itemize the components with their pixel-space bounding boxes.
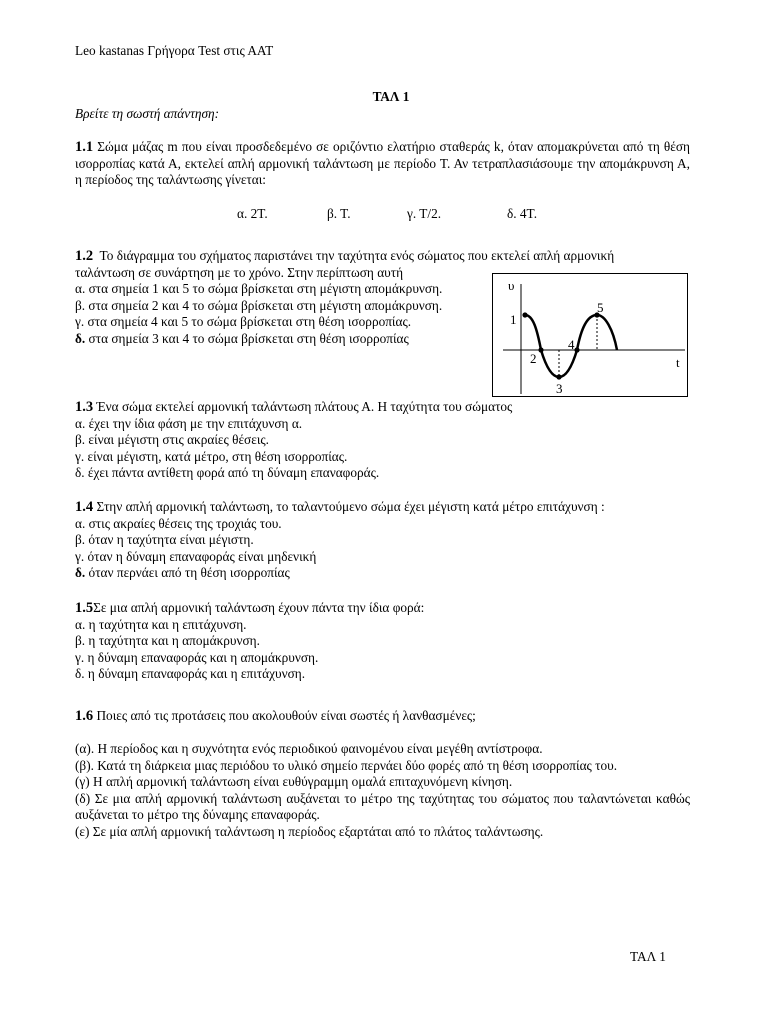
option-c: γ. όταν η δύναμη επαναφοράς είναι μηδενική xyxy=(75,548,317,564)
point-2-label: 2 xyxy=(530,351,537,366)
option-b: β. είναι μέγιστη στις ακραίες θέσεις. xyxy=(75,432,269,448)
question-1-6-statements xyxy=(75,741,690,841)
option-c: γ. Τ/2. xyxy=(407,206,442,221)
option-b: β. όταν η ταχύτητα είναι μέγιστη. xyxy=(75,532,254,548)
option-a: α. 2Τ. xyxy=(237,206,268,221)
question-text: Ποιες από τις προτάσεις που ακολουθούν είναι σωστές ή λανθασμένες; xyxy=(93,708,476,723)
option-d: δ. όταν περνάει από τη θέση ισορροπίας xyxy=(75,565,290,581)
page-header: Leo kastanas Γρήγορα Test στις ΑΑΤ xyxy=(75,43,274,58)
option-letter: δ. xyxy=(75,330,86,346)
point-4-marker xyxy=(574,347,579,352)
statement-a: (α). Η περίοδος και η συχνότητα ενός περιοδικού φαινομένου είναι μεγέθη αντίστροφα. xyxy=(75,741,543,756)
option-b: β. Τ. xyxy=(327,206,351,221)
option-b: β. στα σημεία 2 και 4 το σώμα βρίσκεται στη μέγιστη απομάκρυνση. xyxy=(75,297,443,313)
statement-e: (ε) Σε μία απλή αρμονική ταλάντωση η περίοδος εξαρτάται από το πλάτος ταλάντωσης. xyxy=(75,823,544,839)
question-number: 1.3 xyxy=(75,399,94,415)
statement-c: (γ) Η απλή αρμονική ταλάντωση είναι ευθύγραμμη ομαλά επιταχυνόμενη κίνηση. xyxy=(75,774,513,790)
question-1-3 xyxy=(75,399,690,482)
point-1-marker xyxy=(522,312,527,317)
option-a: α. η ταχύτητα και η επιτάχυνση. xyxy=(75,616,247,632)
point-4-label: 4 xyxy=(568,337,575,352)
question-number: 1.4 xyxy=(75,499,94,515)
question-text: Σώμα μάζας m που είναι προσδεδεμένο σε οριζόντιο ελατήριο σταθεράς k, όταν απομακρύνεται από τη θέση ισορροπίας κατά Α, εκτελεί απλή αρμονική ταλάντωση με περίοδο Τ. Αν τετραπλασιάσουμε την απομάκρυνση Α, η περίοδος της ταλάντωσης γίνεται: xyxy=(75,139,690,188)
option-d: δ. η δύναμη επαναφοράς και η επιτάχυνση. xyxy=(75,666,306,682)
question-text: Στην απλή αρμονική ταλάντωση, το ταλαντούμενο σώμα έχει μέγιστη κατά μέτρο επιτάχυνση : xyxy=(93,499,605,514)
option-d: δ. 4Τ. xyxy=(507,206,538,221)
velocity-time-graph xyxy=(492,273,688,397)
page-footer: ΤΑΛ 1 xyxy=(630,949,666,964)
question-number: 1.5 xyxy=(75,600,94,616)
point-1-label: 1 xyxy=(510,312,517,327)
point-5-label: 5 xyxy=(597,300,604,315)
option-b: β. η ταχύτητα και η απομάκρυνση. xyxy=(75,633,260,649)
instruction: Βρείτε τη σωστή απάντηση: xyxy=(75,106,220,121)
question-text-cont: ταλάντωση σε συνάρτηση με το χρόνο. Στην περίπτωση αυτή xyxy=(75,264,404,280)
page-title: ΤΑΛ 1 xyxy=(372,89,410,104)
option-c: γ. η δύναμη επαναφοράς και η απομάκρυνση. xyxy=(75,649,319,665)
option-a: α. στις ακραίες θέσεις της τροχιάς του. xyxy=(75,515,282,531)
question-text: Το διάγραμμα του σχήματος παριστάνει την ταχύτητα ενός σώματος που εκτελεί απλή αρμονική xyxy=(99,248,615,263)
question-1-6 xyxy=(75,708,690,725)
option-c: γ. είναι μέγιστη, κατά μέτρο, στη θέση ισορροπίας. xyxy=(75,448,348,464)
y-axis-label: υ xyxy=(508,278,515,293)
point-3-marker xyxy=(556,374,561,379)
question-1-5 xyxy=(75,600,690,683)
question-1-1 xyxy=(75,139,690,189)
question-text: Σε μια απλή αρμονική ταλάντωση έχουν πάντα την ίδια φορά: xyxy=(93,600,425,615)
point-3-label: 3 xyxy=(556,381,563,396)
statement-d: (δ) Σε μια απλή αρμονική ταλάντωση αυξάνεται το μέτρο της ταχύτητας του σώματος που ταλαντώνεται καθώς αυξάνεται το μέτρο της δύναμης επαναφοράς. xyxy=(75,790,690,823)
point-2-marker xyxy=(538,347,543,352)
option-d: δ. έχει πάντα αντίθετη φορά από τη δύναμη επαναφοράς. xyxy=(75,465,380,481)
question-number: 1.6 xyxy=(75,708,94,724)
question-number: 1.1 xyxy=(75,139,94,155)
graph-svg xyxy=(493,274,687,396)
option-d: δ. στα σημεία 3 και 4 το σώμα βρίσκεται στη θέση ισορροπίας xyxy=(75,330,409,346)
question-text: Ένα σώμα εκτελεί αρμονική ταλάντωση πλάτους Α. Η ταχύτητα του σώματος xyxy=(93,399,513,414)
option-a: α. έχει την ίδια φάση με την επιτάχυνση α. xyxy=(75,415,303,431)
question-1-2-options xyxy=(75,281,483,347)
statement-b: (β). Κατά τη διάρκεια μιας περιόδου το υλικό σημείο περνάει δύο φορές από τη θέση ισορροπίας του. xyxy=(75,757,618,773)
option-c: γ. στα σημεία 4 και 5 το σώμα βρίσκεται στη θέση ισορροπίας. xyxy=(75,314,412,330)
x-axis-label: t xyxy=(676,355,680,370)
question-1-4 xyxy=(75,499,690,582)
option-a: α. στα σημεία 1 και 5 το σώμα βρίσκεται στη μέγιστη απομάκρυνση. xyxy=(75,281,443,296)
option-letter: δ. xyxy=(75,565,86,581)
question-number: 1.2 xyxy=(75,248,94,264)
